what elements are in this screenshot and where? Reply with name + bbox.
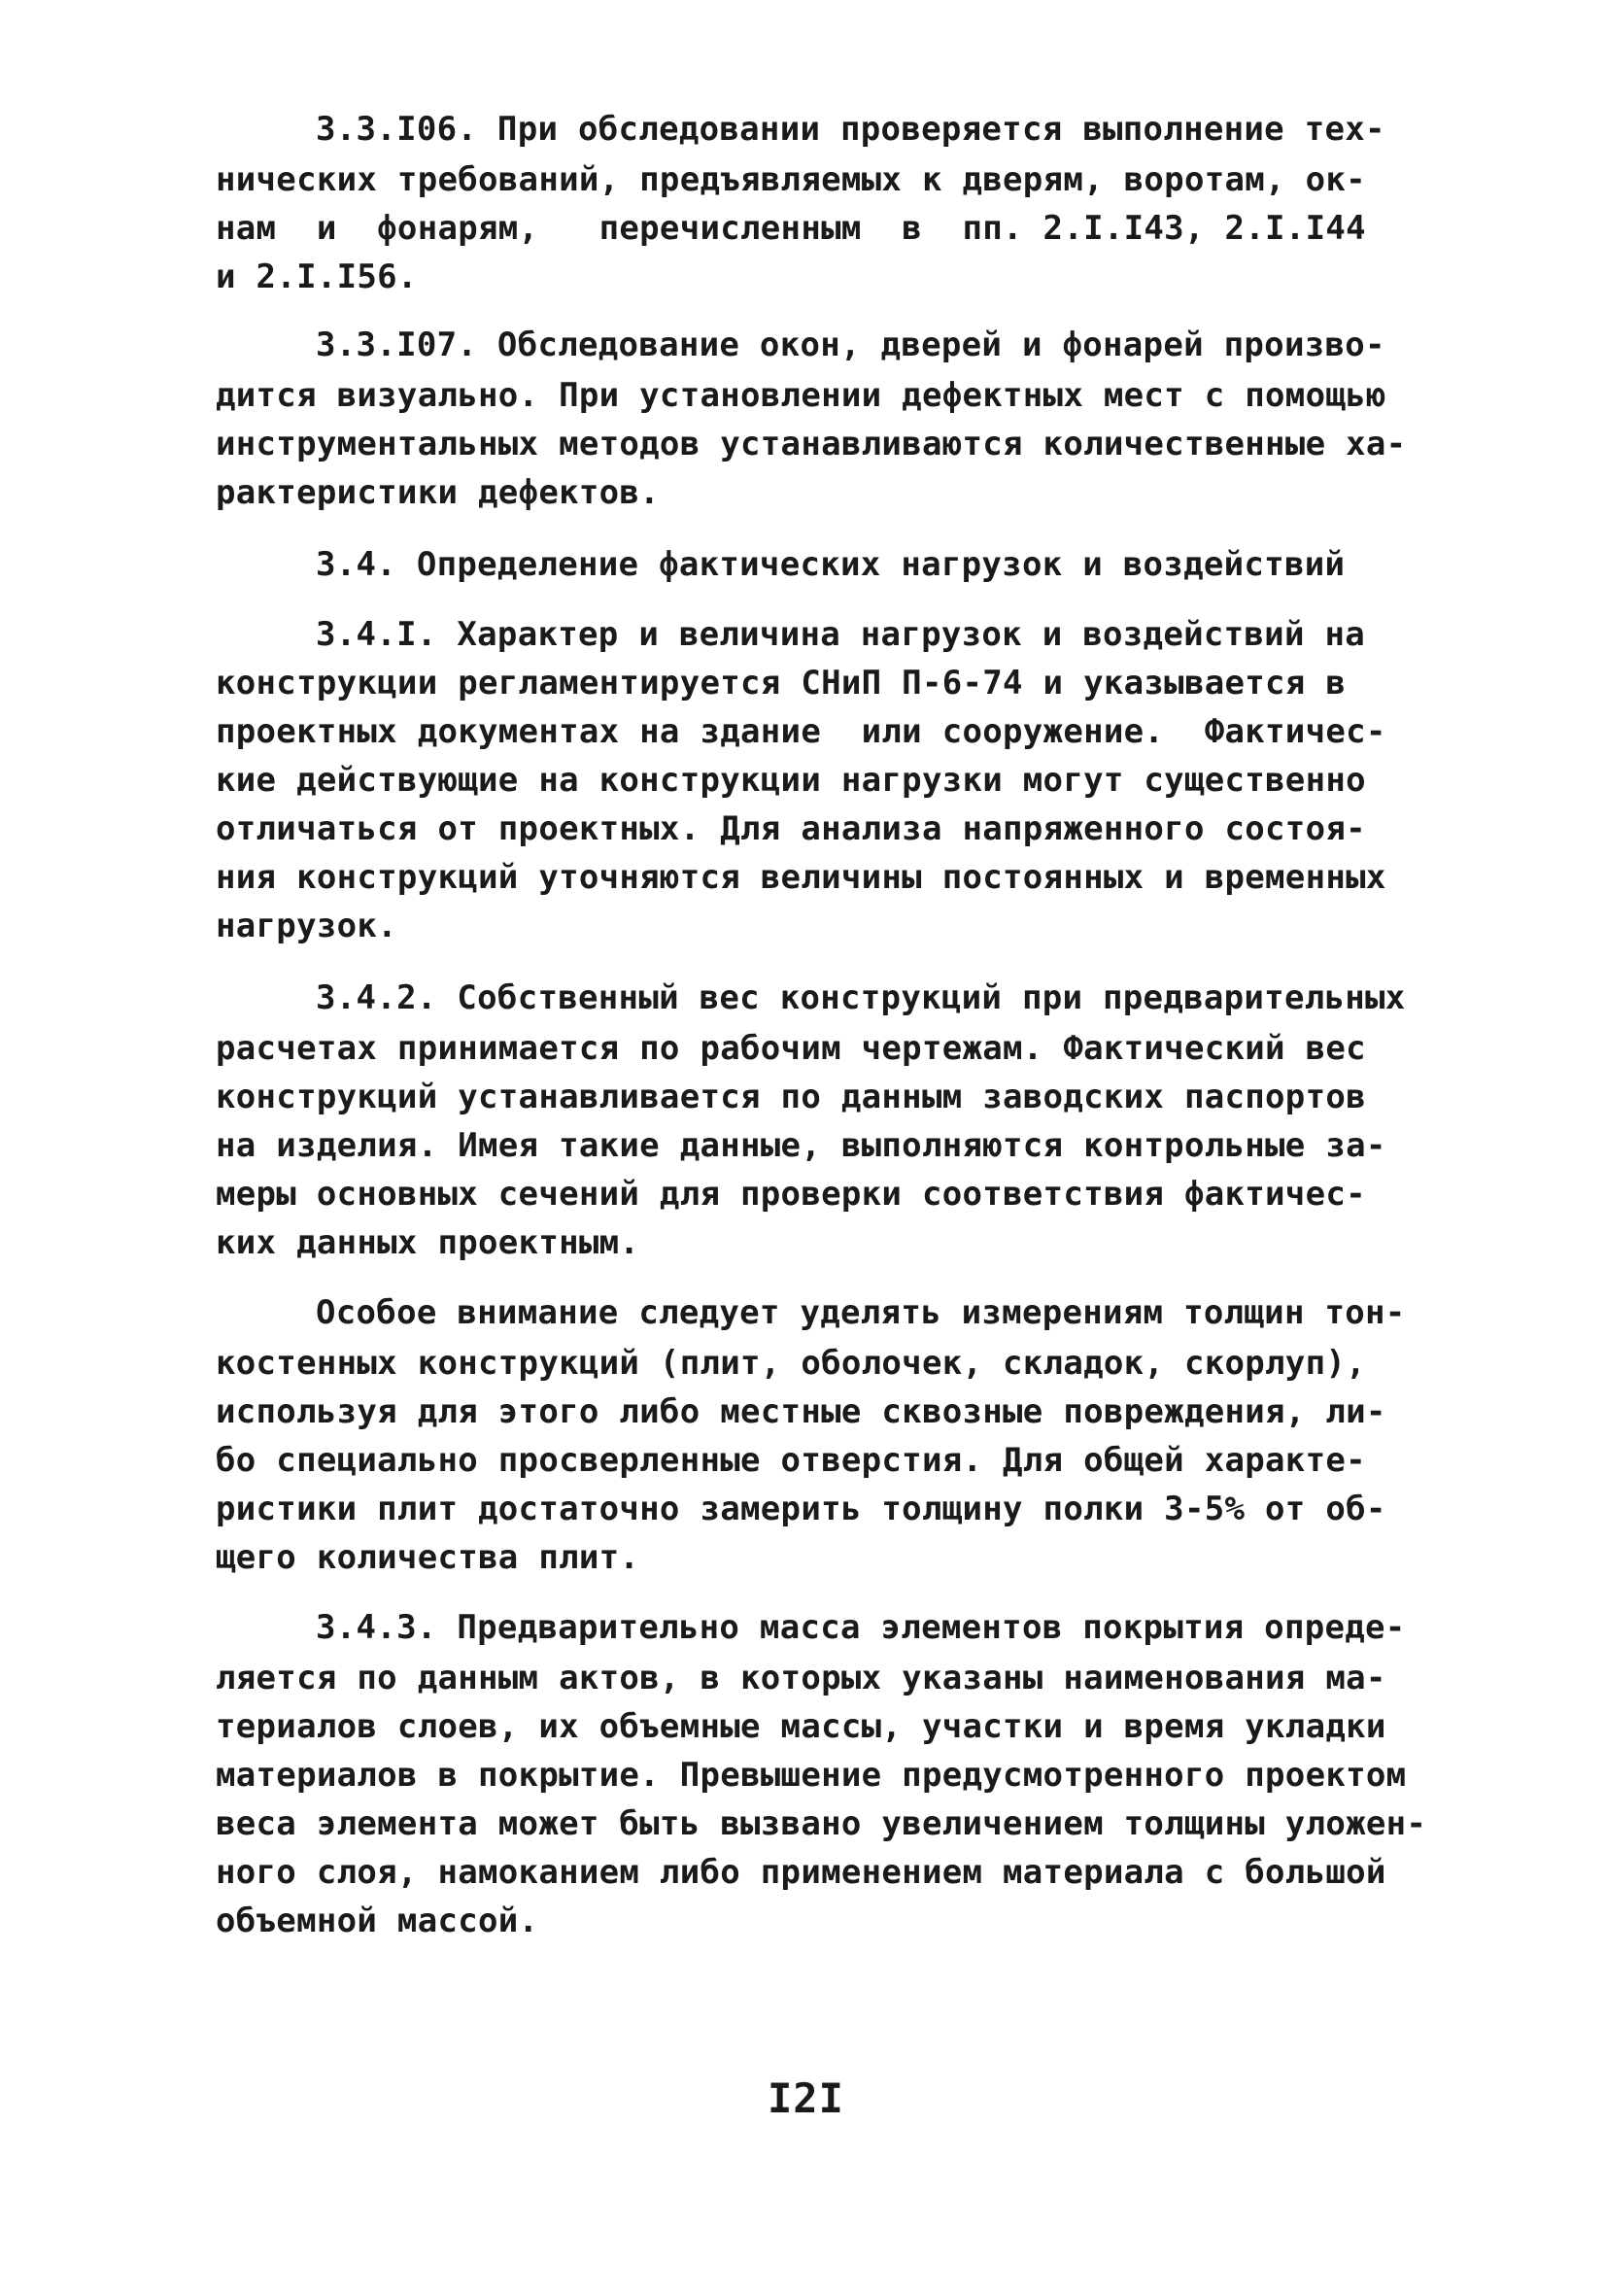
text-line: проектных документах на здание или сооружение. Фактичес- bbox=[216, 712, 1386, 751]
text-line: териалов слоев, их объемные массы, участки и время укладки bbox=[216, 1707, 1386, 1746]
text-line: кие действующие на конструкции нагрузки могут существенно bbox=[216, 761, 1366, 800]
text-line: меры основных сечений для проверки соответствия фактичес- bbox=[216, 1175, 1366, 1214]
text-line: ляется по данным актов, в которых указаны наименования ма- bbox=[216, 1659, 1386, 1697]
text-line: Особое внимание следует уделять измерениям толщин тон- bbox=[316, 1293, 1406, 1332]
text-line: бо специально просверленные отверстия. Для общей характе- bbox=[216, 1441, 1366, 1480]
text-line: материалов в покрытие. Превышение предусмотренного проектом bbox=[216, 1756, 1407, 1795]
text-line: веса элемента может быть вызвано увеличением толщины уложен- bbox=[216, 1804, 1427, 1843]
text-line: используя для этого либо местные сквозные повреждения, ли- bbox=[216, 1392, 1386, 1431]
text-line: дится визуально. При установлении дефектных мест с помощью bbox=[216, 376, 1386, 415]
text-line: ристики плит достаточно замерить толщину полки 3-5% от об- bbox=[216, 1490, 1386, 1528]
text-line: костенных конструкций (плит, оболочек, складок, скорлуп), bbox=[216, 1344, 1366, 1383]
text-line: 3.4.2. Собственный вес конструкций при предварительных bbox=[316, 978, 1406, 1017]
text-line: конструкций устанавливается по данным заводских паспортов bbox=[216, 1078, 1366, 1116]
text-line: нам и фонарям, перечисленным в пп. 2.I.I43, 2.I.I44 bbox=[216, 209, 1366, 248]
text-line: объемной массой. bbox=[216, 1902, 539, 1940]
text-line: ного слоя, намоканием либо применением материала с большой bbox=[216, 1853, 1386, 1892]
text-line: на изделия. Имея такие данные, выполняются контрольные за- bbox=[216, 1126, 1386, 1165]
text-line: нагрузок. bbox=[216, 907, 397, 945]
text-line: и 2.I.I56. bbox=[216, 257, 418, 296]
text-line: расчетах принимается по рабочим чертежам. Фактический вес bbox=[216, 1029, 1366, 1068]
text-line: 3.3.I07. Обследование окон, дверей и фонарей произво- bbox=[316, 326, 1385, 364]
text-line: ких данных проектным. bbox=[216, 1223, 640, 1262]
text-line: щего количества плит. bbox=[216, 1538, 640, 1577]
text-line: отличаться от проектных. Для анализа напряженного состоя- bbox=[216, 809, 1366, 848]
text-line: инструментальных методов устанавливаются количественные ха- bbox=[216, 425, 1407, 463]
text-line: 3.4.I. Характер и величина нагрузок и воздействий на bbox=[316, 615, 1366, 654]
text-line: конструкции регламентируется СНиП П-6-74 и указывается в bbox=[216, 664, 1347, 703]
text-line: ния конструкций уточняются величины постоянных и временных bbox=[216, 858, 1386, 897]
text-line: рактеристики дефектов. bbox=[216, 473, 660, 512]
text-line: 3.3.I06. При обследовании проверяется выполнение тех- bbox=[316, 110, 1385, 149]
section-heading: 3.4. Определение фактических нагрузок и воздействий bbox=[316, 545, 1346, 584]
text-line: нических требований, предъявляемых к дверям, воротам, ок- bbox=[216, 160, 1366, 199]
page-number: I2I bbox=[768, 2074, 844, 2122]
text-line: 3.4.3. Предварительно масса элементов покрытия опреде- bbox=[316, 1608, 1406, 1647]
